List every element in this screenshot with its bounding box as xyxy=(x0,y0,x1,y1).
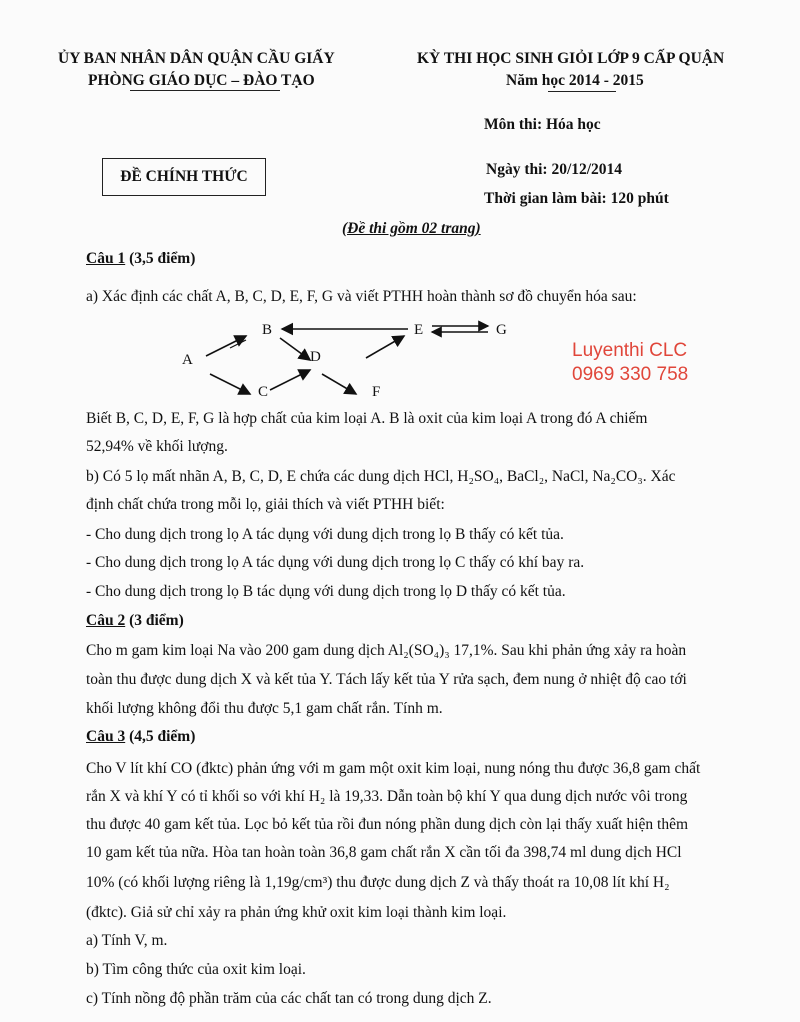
question-2-heading xyxy=(86,612,184,630)
question-1-line-3: b) Có 5 lọ mất nhãn A, B, C, D, E chứa các dung dịch HCl, H₂SO₄, BaCl₂, NaCl, Na₂CO₃. Xác xyxy=(86,468,676,485)
node-g: G xyxy=(496,322,507,338)
question-3-line-8: b) Tìm công thức của oxit kim loại. xyxy=(86,961,306,978)
question-2-title: Câu 2 xyxy=(86,612,126,629)
question-3-line-1: Cho V lít khí CO (đktc) phản ứng với m gam một oxit kim loại, nung nóng thu được 36,8 gam chất xyxy=(86,760,701,777)
exam-date: Ngày thi: 20/12/2014 xyxy=(486,161,623,178)
header-underline-right xyxy=(548,91,616,92)
question-2-line-3: khối lượng không đổi thu được 5,1 gam chất rắn. Tính m. xyxy=(86,700,443,717)
exam-duration: Thời gian làm bài: 120 phút xyxy=(484,190,669,207)
arrow-b-to-d xyxy=(280,338,310,360)
question-1-points: (3,5 điểm) xyxy=(125,250,196,267)
header-underline-left xyxy=(130,90,280,91)
header-department: PHÒNG GIÁO DỤC – ĐÀO TẠO xyxy=(88,72,315,89)
question-1-line-7: - Cho dung dịch trong lọ B tác dụng với dung dịch trong lọ D thấy có kết tủa. xyxy=(86,583,566,600)
arrow-a-to-b-stroke xyxy=(230,340,246,348)
question-1-line-5: - Cho dung dịch trong lọ A tác dụng với dung dịch trong lọ B thấy có kết tủa. xyxy=(86,526,564,543)
exam-subject: Môn thi: Hóa học xyxy=(484,116,601,133)
header-exam-title: KỲ THI HỌC SINH GIỎI LỚP 9 CẤP QUẬN xyxy=(417,50,725,67)
official-exam-box xyxy=(102,158,266,196)
question-3-line-7: a) Tính V, m. xyxy=(86,932,168,949)
arrow-d-to-e xyxy=(366,336,404,358)
arrow-a-to-c xyxy=(210,374,250,394)
question-3-heading xyxy=(86,728,195,746)
arrow-d-to-f xyxy=(322,374,356,394)
question-1-line-4: định chất chứa trong mỗi lọ, giải thích và viết PTHH biết: xyxy=(86,496,445,513)
question-1-line-1: Biết B, C, D, E, F, G là hợp chất của kim loại A. B là oxit của kim loại A trong đó A chiếm xyxy=(86,410,648,427)
arrow-c-to-d xyxy=(270,370,310,390)
question-1-line-6: - Cho dung dịch trong lọ A tác dụng với dung dịch trong lọ C thấy có khí bay ra. xyxy=(86,554,585,571)
question-2-line-2: toàn thu được dung dịch X và kết tủa Y. Tách lấy kết tủa Y rửa sạch, đem nung ở nhiệt độ cao tới xyxy=(86,671,687,688)
question-3-title: Câu 3 xyxy=(86,728,126,745)
node-e: E xyxy=(414,322,424,338)
watermark-name: Luyenthi CLC xyxy=(572,340,688,361)
question-3-line-2: rắn X và khí Y có tỉ khối so với khí H₂ là 19,33. Dẫn toàn bộ khí Y qua dung dịch nước vôi trong xyxy=(86,788,688,805)
question-3-line-6: (đktc). Giả sử chỉ xảy ra phản ứng khử oxit kim loại thành kim loại. xyxy=(86,904,507,921)
pages-note: (Đề thi gồm 02 trang) xyxy=(342,220,481,237)
official-exam-label: ĐỀ CHÍNH THỨC xyxy=(120,168,248,185)
node-c: C xyxy=(258,384,269,400)
arrow-a-to-b xyxy=(206,336,246,356)
node-a: A xyxy=(182,352,193,368)
watermark-phone: 0969 330 758 xyxy=(572,364,689,385)
question-1-title: Câu 1 xyxy=(86,250,126,267)
node-b: B xyxy=(262,322,273,338)
conversion-diagram xyxy=(170,318,530,404)
header-school-year: Năm học 2014 - 2015 xyxy=(506,72,644,89)
node-d: D xyxy=(310,349,321,365)
question-3-line-4: 10 gam kết tủa nữa. Hòa tan hoàn toàn 36,8 gam chất rắn X cần tối đa 398,74 ml dung dịch HCl xyxy=(86,844,682,861)
question-3-line-3: thu được 40 gam kết tủa. Lọc bỏ kết tủa rồi đun nóng phần dung dịch còn lại thấy xuất hiện thêm xyxy=(86,816,689,833)
header-authority: ỦY BAN NHÂN DÂN QUẬN CẦU GIẤY xyxy=(58,50,335,67)
question-1-heading xyxy=(86,250,195,268)
node-f: F xyxy=(372,384,381,400)
question-3-points: (4,5 điểm) xyxy=(125,728,196,745)
question-1-part-a: a) Xác định các chất A, B, C, D, E, F, G và viết PTHH hoàn thành sơ đồ chuyển hóa sau: xyxy=(86,288,637,305)
question-1-line-2: 52,94% về khối lượng. xyxy=(86,438,228,455)
question-3-line-9: c) Tính nồng độ phần trăm của các chất tan có trong dung dịch Z. xyxy=(86,990,492,1007)
question-3-line-5: 10% (có khối lượng riêng là 1,19g/cm³) thu được dung dịch Z và thấy thoát ra 10,08 lít khí H₂ xyxy=(86,874,670,891)
question-2-points: (3 điểm) xyxy=(125,612,184,629)
question-2-line-1: Cho m gam kim loại Na vào 200 gam dung dịch Al₂(SO₄)₃ 17,1%. Sau khi phản ứng xảy ra hoàn xyxy=(86,642,687,659)
